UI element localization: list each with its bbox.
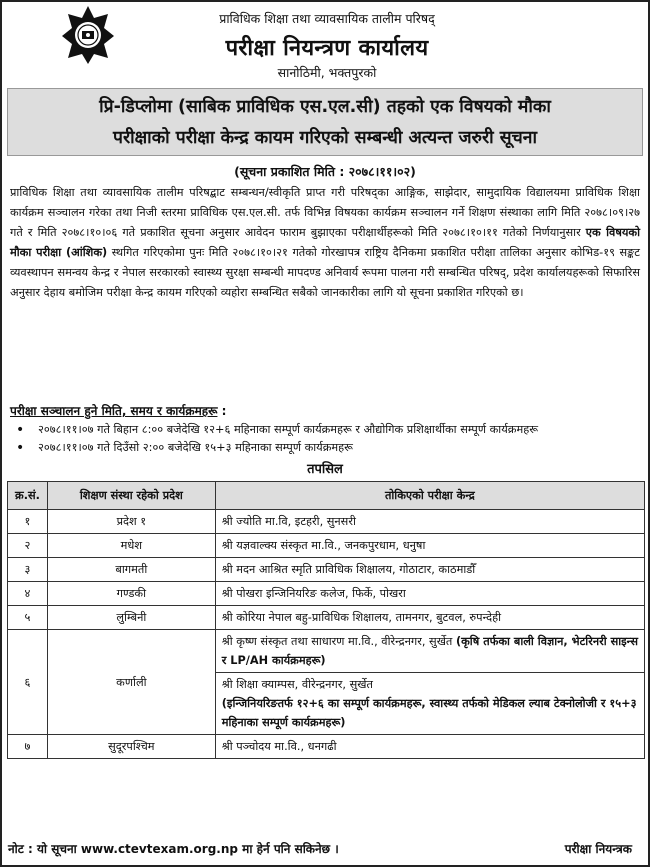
cell-province: प्रदेश १ [47, 510, 215, 534]
body-part-1: प्राविधिक शिक्षा तथा व्यावसायिक तालीम परिषद्बाट सम्बन्धन/स्वीकृति प्राप्त गरी परिषद्का आङ्गिक, साझेदार, सामुदायिक विद्यालयमा प्राविधिक शिक्षा कार्यक्रम सञ्चालन गरेका तथा निजी स्तरमा प्राविधिक एस.एल.सी. तर्फ विभिन्न विषयका कार्यक्रम सञ्चालन गर्ने शिक्षण संस्थाका लागि मिति २०७८।०९।२७ गते र मिति २०७८।१०।०६ गते प्रकाशित सूचना अनुसार आवेदन फाराम बुझाएका परीक्षार्थीहरूको मिति २०७८।१०।११ गतेको निर्णयानुसार [10, 186, 640, 239]
cell-province: कर्णाली [47, 630, 215, 735]
notice-title-line-1: प्रि-डिप्लोमा (साबिक प्राविधिक एस.एल.सी) तहको एक विषयको मौका [99, 97, 551, 117]
table-row [8, 630, 645, 673]
footer-note: नोट : यो सूचना www.ctevtexam.org.np मा हेर्न पनि सकिनेछ । [8, 842, 339, 856]
cell-sn: ५ [8, 606, 48, 630]
table-row [8, 582, 645, 606]
header-sn: क्र.सं. [8, 482, 48, 510]
table-row [8, 558, 645, 582]
office-title: परीक्षा नियन्त्रण कार्यालय [225, 36, 429, 61]
schedule-item: • २०७८।११।०७ गते दिउँसो २:०० बजेदेखि १५+३ महिनाका सम्पूर्ण कार्यक्रमहरू [16, 439, 638, 457]
cell-province: लुम्बिनी [47, 606, 215, 630]
cell-province: सुदूरपश्चिम [47, 735, 215, 759]
center-a-programs: (कृषि तर्फका बाली विज्ञान, भेटरिनरी साइन्स र LP/AH कार्यक्रमहरू) [221, 635, 638, 667]
center-b-programs: (इन्जिनियरिङतर्फ १२+६ का सम्पूर्ण कार्यक्रमहरू, स्वास्थ्य तर्फको मेडिकल ल्याब टेक्नोलोजी र १५+३ महिनाका सम्पूर्ण कार्यक्रमहरू) [221, 697, 637, 729]
center-b-name: श्री शिक्षा क्याम्पस, वीरेन्द्रनगर, सुर्खेत [221, 678, 373, 691]
cell-sn: ६ [8, 630, 48, 735]
header-center: तोकिएको परीक्षा केन्द्र [215, 482, 644, 510]
body-bold-phrase: एक विषयको मौका परीक्षा (आंशिक) [10, 226, 641, 259]
cell-sn: ७ [8, 735, 48, 759]
schedule-heading-text: परीक्षा सञ्चालन हुने मिति, समय र कार्यक्रमहरू [10, 404, 218, 418]
notice-body [2, 183, 648, 401]
cell-sn: ४ [8, 582, 48, 606]
notice-title-line-2: परीक्षाको परीक्षा केन्द्र कायम गरिएको सम्बन्धी अत्यन्त जरुरी सूचना [113, 128, 537, 148]
schedule-list [2, 421, 648, 457]
table-row [8, 606, 645, 630]
published-date: (सूचना प्रकाशित मिति : २०७८।११।०२) [234, 164, 416, 179]
exam-center-table [7, 481, 645, 759]
cell-sn: २ [8, 534, 48, 558]
schedule-heading-colon: : [217, 404, 227, 418]
cell-center: श्री यज्ञवाल्क्य संस्कृत मा.वि., जनकपुरधाम, धनुषा [215, 534, 644, 558]
cell-sn: १ [8, 510, 48, 534]
center-a-name: श्री कृष्ण संस्कृत तथा साधारण मा.वि., वीरेन्द्रनगर, सुर्खेत [221, 635, 456, 648]
header-province: शिक्षण संस्था रहेको प्रदेश [47, 482, 215, 510]
annex-heading: तपसिल [307, 462, 343, 477]
cell-center: श्री मदन आश्रित स्मृति प्राविधिक शिक्षालय, गोठाटार, काठमाडौँ [215, 558, 644, 582]
cell-province: बागमती [47, 558, 215, 582]
table-row [8, 510, 645, 534]
office-location: सानोठिमी, भक्तपुरको [277, 65, 377, 80]
footer [8, 836, 642, 862]
table-header-row [8, 482, 645, 510]
organization-name: प्राविधिक शिक्षा तथा व्यावसायिक तालीम परिषद् [219, 11, 435, 26]
body-part-2: स्थगित गरिएकोमा पुनः मिति २०७८।१०।२१ गतेको गोरखापत्र राष्ट्रिय दैनिकमा प्रकाशित परीक्षा तालिका अनुसार कोभिड-१९ सङ्कट व्यवस्थापन समन्वय केन्द्र र नेपाल सरकारको स्वास्थ्य सुरक्षा सम्बन्धी मापदण्ड अनिवार्य रूपमा पालना गरी सम्बन्धित परिषद्, प्रदेश कार्यालयहरूको सिफारिस अनुसार देहाय बमोजिम परीक्षा केन्द्र कायम गरिएको व्यहोरा सम्बन्धित सबैको जानकारीका लागि यो सूचना प्रकाशित गरिएको छ। [10, 246, 641, 299]
table-row [8, 735, 645, 759]
cell-province: गण्डकी [47, 582, 215, 606]
cell-center: श्री कोरिया नेपाल बहु-प्राविधिक शिक्षालय, तामनगर, बुटवल, रुपन्देही [215, 606, 644, 630]
cell-center [215, 630, 644, 673]
cell-center: श्री पञ्चोदय मा.वि., धनगढी [215, 735, 644, 759]
schedule-heading [2, 401, 648, 421]
cell-center: श्री ज्योति मा.वि, इटहरी, सुनसरी [215, 510, 644, 534]
table-row [8, 534, 645, 558]
notice-title-banner [7, 88, 643, 156]
header [2, 2, 648, 88]
cell-sn: ३ [8, 558, 48, 582]
schedule-item: • २०७८।११।०७ गते बिहान ८:०० बजेदेखि १२+६ महिनाका सम्पूर्ण कार्यक्रमहरू र औद्योगिक प्रशिक्षार्थीका सम्पूर्ण कार्यक्रमहरू [16, 421, 638, 439]
cell-province: मधेश [47, 534, 215, 558]
cell-center: श्री पोखरा इन्जिनियरिङ कलेज, फिर्के, पोखरा [215, 582, 644, 606]
signatory: परीक्षा नियन्त्रक [564, 842, 632, 856]
cell-center [215, 673, 644, 735]
